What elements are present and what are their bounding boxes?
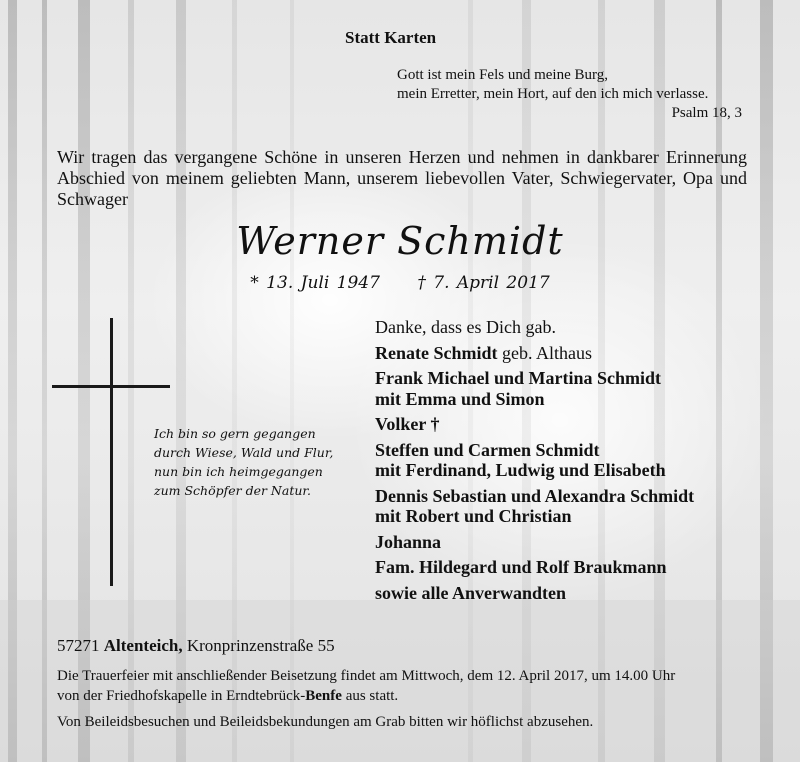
mourner-family-children: mit Emma und Simon (375, 388, 545, 409)
deceased-name: Werner Schmidt (236, 219, 564, 263)
funeral-text: Die Trauerfeier mit anschließender Beisetzung findet am Mittwoch, dem 12. April 2017, um 14.00 Uhr (57, 668, 676, 684)
funeral-end: aus statt. (341, 688, 399, 704)
verse-line-2: mein Erretter, mein Hort, auf den ich mich verlasse. (397, 86, 709, 102)
address (57, 636, 335, 656)
thanks-line: Danke, dass es Dich gab. (375, 317, 556, 337)
address-street: Kronprinzenstraße 55 (186, 636, 335, 655)
poem-line: durch Wiese, Wald und Flur, (154, 445, 334, 460)
death-date: † 7. April 2017 (417, 273, 550, 293)
verse-line-1: Gott ist mein Fels und meine Burg, (397, 67, 608, 83)
bible-verse (397, 66, 742, 123)
poem-line: zum Schöpfer der Natur. (154, 483, 311, 498)
poem (154, 424, 369, 500)
mourner-family: Dennis Sebastian und Alexandra Schmidt (375, 485, 695, 506)
mourner-family: Steffen und Carmen Schmidt (375, 439, 600, 460)
funeral-place: Benfe (305, 688, 342, 704)
mourner-family: Frank Michael und Martina Schmidt (375, 368, 662, 388)
verse-reference: Psalm 18, 3 (671, 105, 742, 121)
mourner-family-children: mit Robert und Christian (375, 506, 572, 526)
widow-maiden-name: geb. Althaus (497, 342, 592, 363)
widow-name: Renate Schmidt (375, 342, 498, 363)
heading: Statt Karten (345, 28, 437, 47)
mourner-widow (375, 343, 785, 364)
closing-note: Von Beileidsbesuchen und Beileidsbekundungen am Grab bitten wir höflichst abzusehen. (57, 714, 594, 730)
mourner-family: Fam. Hildegard und Rolf Braukmann (375, 557, 667, 577)
funeral-location: von der Friedhofskapelle in Erndtebrück- (57, 688, 306, 704)
mourner-relatives: sowie alle Anverwandten (375, 582, 566, 603)
mourner-daughter: Johanna (375, 531, 442, 552)
poem-line: nun bin ich heimgegangen (154, 464, 323, 479)
mourners-list (375, 317, 785, 603)
birth-date: * 13. Juli 1947 (250, 273, 380, 293)
address-city: Altenteich, (103, 636, 183, 655)
mourner-family-children: mit Ferdinand, Ludwig und Elisabeth (375, 460, 666, 480)
funeral-notice (57, 666, 777, 706)
intro-text: Wir tragen das vergangene Schöne in unseren Herzen und nehmen in dankbarer Erinnerung Abschied von meinem geliebten Mann, unserem liebevollen Vater, Schwiegervater, Opa und Schwager (57, 147, 747, 209)
poem-line: Ich bin so gern gegangen (154, 426, 316, 441)
life-dates (0, 273, 800, 293)
mourner-son: Volker † (375, 414, 440, 434)
address-postcode: 57271 (57, 636, 100, 655)
cross-icon (110, 318, 113, 586)
cross-icon-bar (52, 385, 170, 388)
